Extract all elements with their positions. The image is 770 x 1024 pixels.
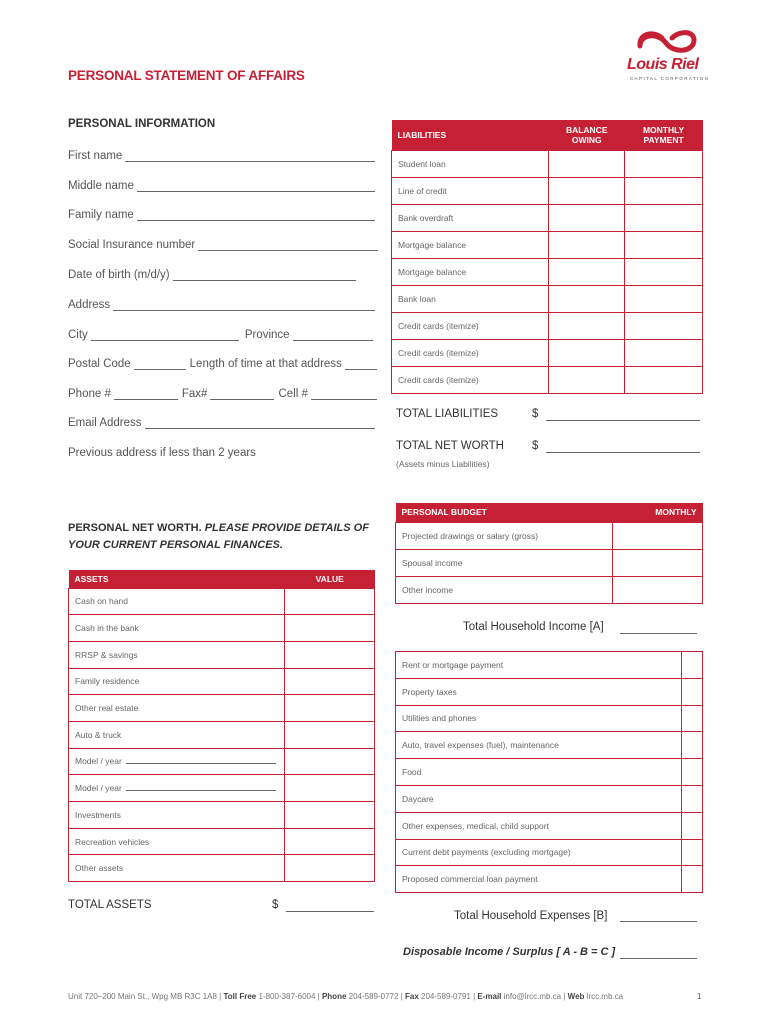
table-row xyxy=(69,615,375,642)
balance-owing-header: BALANCE OWING xyxy=(549,120,625,150)
fax-line[interactable] xyxy=(210,388,274,400)
city-line[interactable] xyxy=(91,329,239,341)
value-cell[interactable] xyxy=(625,150,703,177)
row-label xyxy=(69,668,285,695)
family-name-line[interactable] xyxy=(137,209,375,221)
table-row xyxy=(396,652,703,679)
row-label-text: Proposed commercial loan payment xyxy=(402,874,538,885)
row-label-text: Current debt payments (excluding mortgage) xyxy=(402,847,571,858)
value-cell[interactable] xyxy=(285,615,375,642)
row-label xyxy=(69,748,285,775)
value-cell[interactable] xyxy=(625,366,703,393)
value-cell[interactable] xyxy=(613,576,703,603)
row-label xyxy=(69,721,285,748)
phone-fax-cell-field[interactable] xyxy=(68,388,377,400)
sin-line[interactable] xyxy=(198,239,378,251)
family-name-label: Family name xyxy=(68,209,134,221)
table-row xyxy=(392,258,703,285)
row-label xyxy=(392,339,549,366)
row-label xyxy=(396,812,682,839)
row-label-text: Spousal income xyxy=(402,557,463,568)
table-row xyxy=(392,204,703,231)
row-label-text: Credit cards (itemize) xyxy=(398,320,479,331)
value-cell[interactable] xyxy=(682,678,703,705)
value-cell[interactable] xyxy=(285,641,375,668)
phone-line[interactable] xyxy=(114,388,178,400)
table-row xyxy=(392,366,703,393)
email-line[interactable] xyxy=(145,417,375,429)
row-label-text: Food xyxy=(402,767,422,778)
total-expenses-label: Total Household Expenses [B] xyxy=(454,910,608,922)
row-label xyxy=(396,839,682,866)
value-cell[interactable] xyxy=(285,775,375,802)
value-cell[interactable] xyxy=(285,802,375,829)
page-title: PERSONAL STATEMENT OF AFFAIRS xyxy=(68,68,305,83)
liabilities-header-row xyxy=(392,120,703,150)
value-cell[interactable] xyxy=(285,695,375,722)
table-row xyxy=(396,732,703,759)
net-worth-heading-bold: PERSONAL NET WORTH. xyxy=(68,522,202,534)
total-liabilities-label: TOTAL LIABILITIES xyxy=(396,408,499,420)
footer-web-label: Web xyxy=(567,992,585,1001)
row-label-text: Auto, travel expenses (fuel), maintenance xyxy=(402,740,559,751)
fax-label: Fax# xyxy=(181,388,208,400)
table-row xyxy=(396,678,703,705)
city-province-field[interactable] xyxy=(68,329,373,341)
row-label-text: Credit cards (itemize) xyxy=(398,347,479,358)
table-row xyxy=(392,150,703,177)
first-name-field[interactable] xyxy=(68,150,375,162)
budget-monthly-header: MONTHLY xyxy=(613,503,703,522)
liabilities-table xyxy=(391,120,703,394)
row-label-text: Cash on hand xyxy=(75,596,128,607)
total-assets-currency: $ xyxy=(272,899,279,911)
postal-code-field[interactable] xyxy=(68,358,377,370)
value-cell[interactable] xyxy=(285,721,375,748)
length-time-label: Length of time at that address xyxy=(189,358,342,370)
table-row xyxy=(392,177,703,204)
logo-subtitle: CAPITAL CORPORATION xyxy=(630,76,710,81)
value-cell[interactable] xyxy=(549,150,625,177)
value-cell[interactable] xyxy=(549,258,625,285)
row-label-text: Other income xyxy=(402,584,454,595)
row-label-text: Bank loan xyxy=(398,293,436,304)
table-row xyxy=(69,641,375,668)
row-label xyxy=(396,549,613,576)
row-label-text: Mortgage balance xyxy=(398,239,467,250)
budget-expense-table xyxy=(395,651,703,893)
model-year-line[interactable] xyxy=(126,756,276,764)
province-label: Province xyxy=(244,329,290,341)
footer-fax: 204-589-0791 | xyxy=(421,992,476,1001)
budget-header-row xyxy=(396,503,703,522)
row-label-text: Student loan xyxy=(398,158,446,169)
table-row xyxy=(396,705,703,732)
row-label-text: Investments xyxy=(75,809,121,820)
length-time-line[interactable] xyxy=(345,358,377,370)
row-label xyxy=(396,576,613,603)
total-net-worth-label: TOTAL NET WORTH xyxy=(396,440,504,452)
row-label-text: Property taxes xyxy=(402,686,457,697)
value-cell[interactable] xyxy=(682,732,703,759)
row-label xyxy=(69,802,285,829)
row-label xyxy=(396,652,682,679)
middle-name-line[interactable] xyxy=(137,180,375,192)
row-label xyxy=(392,312,549,339)
table-row xyxy=(396,522,703,549)
value-cell[interactable] xyxy=(625,177,703,204)
row-label xyxy=(69,615,285,642)
dob-line[interactable] xyxy=(173,269,356,281)
footer-email: info@lrcc.mb.ca | xyxy=(503,992,566,1001)
personal-info-heading: PERSONAL INFORMATION xyxy=(68,118,216,130)
province-line[interactable] xyxy=(293,329,373,341)
row-label xyxy=(392,150,549,177)
row-label-text: Credit cards (itemize) xyxy=(398,374,479,385)
footer-phone: 204-589-0772 | xyxy=(348,992,403,1001)
row-label xyxy=(392,366,549,393)
row-label-text: Bank overdraft xyxy=(398,212,454,223)
total-expenses-line[interactable] xyxy=(620,921,697,922)
value-cell[interactable] xyxy=(625,285,703,312)
row-label xyxy=(392,285,549,312)
row-label xyxy=(396,522,613,549)
row-label xyxy=(69,775,285,802)
family-name-field[interactable] xyxy=(68,209,375,221)
total-income-line[interactable] xyxy=(620,633,697,634)
email-field[interactable] xyxy=(68,417,375,429)
footer-fax-label: Fax xyxy=(405,992,419,1001)
value-cell[interactable] xyxy=(682,839,703,866)
row-label xyxy=(69,695,285,722)
row-label-text: Line of credit xyxy=(398,185,447,196)
total-assets-label: TOTAL ASSETS xyxy=(68,899,152,911)
value-cell[interactable] xyxy=(625,312,703,339)
value-cell[interactable] xyxy=(285,668,375,695)
row-label-text: Other real estate xyxy=(75,703,139,714)
row-label xyxy=(392,258,549,285)
cell-line[interactable] xyxy=(311,388,377,400)
value-cell[interactable] xyxy=(549,312,625,339)
table-row xyxy=(396,866,703,893)
first-name-label: First name xyxy=(68,150,123,162)
table-row xyxy=(69,748,375,775)
monthly-payment-header: MONTHLY PAYMENT xyxy=(625,120,703,150)
address-label: Address xyxy=(68,299,111,311)
assets-table xyxy=(68,570,375,882)
footer-address: Unit 720–200 Main St., Wpg MB R3C 1A8 | xyxy=(68,992,222,1001)
row-label-text: Projected drawings or salary (gross) xyxy=(402,530,539,541)
row-label-text: Other expenses, medical, child support xyxy=(402,820,549,831)
table-row xyxy=(396,759,703,786)
previous-address-field[interactable] xyxy=(68,447,256,459)
table-row xyxy=(396,785,703,812)
table-row xyxy=(69,668,375,695)
table-row xyxy=(396,549,703,576)
value-cell[interactable] xyxy=(613,549,703,576)
assets-value-header: VALUE xyxy=(285,570,375,588)
total-assets-line[interactable] xyxy=(286,911,374,912)
table-row xyxy=(69,775,375,802)
row-label-text: Daycare xyxy=(402,793,434,804)
address-line[interactable] xyxy=(113,299,375,311)
value-cell[interactable] xyxy=(682,866,703,893)
disposable-income-line[interactable] xyxy=(620,958,697,959)
row-label-text: Recreation vehicles xyxy=(75,836,150,847)
row-label-text: Model / year xyxy=(75,756,122,767)
table-row xyxy=(69,695,375,722)
address-field[interactable] xyxy=(68,299,375,311)
value-cell[interactable] xyxy=(682,785,703,812)
table-row xyxy=(69,855,375,882)
value-cell[interactable] xyxy=(625,231,703,258)
total-net-worth-currency: $ xyxy=(532,440,539,452)
total-liabilities-currency: $ xyxy=(532,408,539,420)
value-cell[interactable] xyxy=(682,812,703,839)
row-label xyxy=(392,204,549,231)
cell-label: Cell # xyxy=(278,388,308,400)
value-cell[interactable] xyxy=(285,588,375,615)
table-row xyxy=(69,802,375,829)
table-row xyxy=(69,721,375,748)
model-year-line[interactable] xyxy=(126,783,276,791)
row-label xyxy=(396,678,682,705)
value-cell[interactable] xyxy=(613,522,703,549)
footer-phone-label: Phone xyxy=(321,992,347,1001)
value-cell[interactable] xyxy=(682,759,703,786)
liabilities-header: LIABILITIES xyxy=(392,120,549,150)
table-row xyxy=(392,231,703,258)
email-label: Email Address xyxy=(68,417,142,429)
footer-web: lrcc.mb.ca xyxy=(586,992,624,1001)
value-cell[interactable] xyxy=(285,828,375,855)
value-cell[interactable] xyxy=(549,339,625,366)
value-cell[interactable] xyxy=(625,204,703,231)
budget-header: PERSONAL BUDGET xyxy=(396,503,613,522)
total-income-label: Total Household Income [A] xyxy=(463,621,604,633)
total-net-worth-line[interactable] xyxy=(546,452,700,453)
dob-field[interactable] xyxy=(68,269,356,281)
value-cell[interactable] xyxy=(549,204,625,231)
row-label-text: Utilities and phones xyxy=(402,713,477,724)
page-number: 1 xyxy=(697,992,702,1001)
row-label-text: Cash in the bank xyxy=(75,623,139,634)
row-label-text: Family residence xyxy=(75,676,140,687)
logo-name: Louis Riel xyxy=(627,56,699,73)
footer-email-label: E-mail xyxy=(477,992,502,1001)
sin-field[interactable] xyxy=(68,239,378,251)
total-liabilities-line[interactable] xyxy=(546,420,700,421)
row-label xyxy=(69,588,285,615)
company-logo xyxy=(624,28,710,88)
middle-name-field[interactable] xyxy=(68,180,375,192)
value-cell[interactable] xyxy=(285,748,375,775)
value-cell[interactable] xyxy=(549,366,625,393)
table-row xyxy=(392,339,703,366)
net-worth-heading-italic: PLEASE PROVIDE DETAILS OF YOUR CURRENT PERSONAL FINANCES. xyxy=(68,522,369,551)
postal-code-label: Postal Code xyxy=(68,358,131,370)
value-cell[interactable] xyxy=(625,258,703,285)
row-label xyxy=(392,231,549,258)
table-row xyxy=(396,576,703,603)
table-row xyxy=(392,285,703,312)
value-cell[interactable] xyxy=(625,339,703,366)
net-worth-heading xyxy=(68,520,380,554)
infinity-logo-icon xyxy=(632,28,702,58)
row-label xyxy=(396,705,682,732)
table-row xyxy=(69,828,375,855)
postal-code-line[interactable] xyxy=(134,358,186,370)
row-label xyxy=(396,759,682,786)
row-label xyxy=(69,828,285,855)
assets-header: ASSETS xyxy=(69,570,285,588)
footer-tollfree: 1-800-387-6004 | xyxy=(258,992,320,1001)
row-label xyxy=(392,177,549,204)
value-cell[interactable] xyxy=(549,231,625,258)
table-row xyxy=(396,812,703,839)
first-name-line[interactable] xyxy=(125,150,375,162)
previous-address-label: Previous address if less than 2 years xyxy=(68,447,256,459)
footer xyxy=(68,992,623,1001)
row-label xyxy=(69,855,285,882)
value-cell[interactable] xyxy=(682,705,703,732)
row-label-text: Rent or mortgage payment xyxy=(402,659,504,670)
table-row xyxy=(392,312,703,339)
table-row xyxy=(396,839,703,866)
value-cell[interactable] xyxy=(549,177,625,204)
row-label xyxy=(69,641,285,668)
dob-label: Date of birth (m/d/y) xyxy=(68,269,170,281)
value-cell[interactable] xyxy=(549,285,625,312)
city-label: City xyxy=(68,329,88,341)
table-row xyxy=(69,588,375,615)
row-label xyxy=(396,732,682,759)
footer-tollfree-label: Toll Free xyxy=(223,992,257,1001)
row-label xyxy=(396,866,682,893)
row-label-text: Mortgage balance xyxy=(398,266,467,277)
budget-income-table xyxy=(395,503,703,604)
row-label-text: RRSP & savings xyxy=(75,649,138,660)
phone-label: Phone # xyxy=(68,388,111,400)
net-worth-note: (Assets minus Liabilities) xyxy=(396,459,490,469)
value-cell[interactable] xyxy=(682,652,703,679)
assets-header-row xyxy=(69,570,375,588)
value-cell[interactable] xyxy=(285,855,375,882)
row-label xyxy=(396,785,682,812)
middle-name-label: Middle name xyxy=(68,180,134,192)
row-label-text: Auto & truck xyxy=(75,729,122,740)
sin-label: Social Insurance number xyxy=(68,239,196,251)
disposable-income-label: Disposable Income / Surplus [ A - B = C ] xyxy=(403,946,616,958)
row-label-text: Other assets xyxy=(75,863,124,874)
row-label-text: Model / year xyxy=(75,783,122,794)
